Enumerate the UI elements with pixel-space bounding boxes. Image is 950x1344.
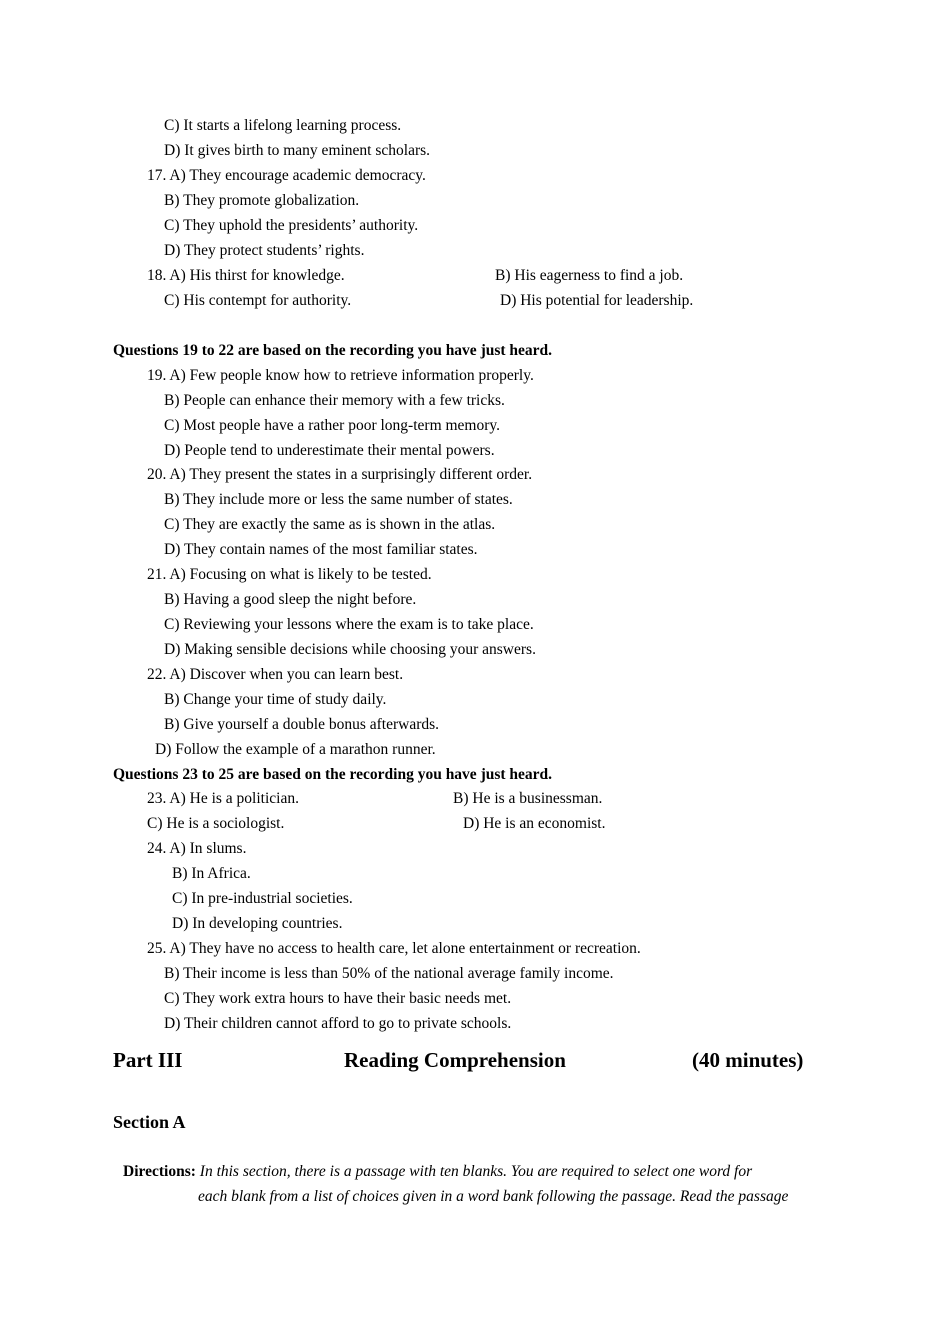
q23-option-b: B) He is a businessman.	[453, 790, 603, 807]
q18-option-b: B) His eagerness to find a job.	[495, 267, 684, 284]
q20-option-d: D) They contain names of the most familiar states.	[164, 541, 478, 558]
q18-option-a: 18. A) His thirst for knowledge.	[147, 267, 345, 284]
q17-option-d: D) They protect students’ rights.	[164, 242, 365, 259]
directions-label: Directions:	[123, 1163, 196, 1180]
q18-option-c: C) His contempt for authority.	[164, 292, 352, 309]
q18-option-d: D) His potential for leadership.	[500, 292, 694, 309]
q24-option-d: D) In developing countries.	[172, 915, 343, 932]
q20-option-c: C) They are exactly the same as is shown in the atlas.	[164, 516, 496, 533]
q25-option-c: C) They work extra hours to have their basic needs met.	[164, 990, 512, 1007]
q16-option-d: D) It gives birth to many eminent scholars.	[164, 142, 431, 159]
directions-line-2: each blank from a list of choices given in a word bank following the passage. Read the passage	[198, 1188, 789, 1205]
questions-23-25-heading: Questions 23 to 25 are based on the recording you have just heard.	[113, 766, 553, 783]
section-heading: Section A	[113, 1112, 186, 1132]
q19-option-c: C) Most people have a rather poor long-term memory.	[164, 417, 501, 434]
q24-option-a: 24. A) In slums.	[147, 840, 247, 857]
q17-option-b: B) They promote globalization.	[164, 192, 360, 209]
q23-option-d: D) He is an economist.	[463, 815, 606, 832]
q23-option-a: 23. A) He is a politician.	[147, 790, 299, 807]
q22-option-a: 22. A) Discover when you can learn best.	[147, 666, 404, 683]
q17-option-a: 17. A) They encourage academic democracy.	[147, 167, 426, 184]
q23-option-c: C) He is a sociologist.	[147, 815, 285, 832]
q17-option-c: C) They uphold the presidents’ authority.	[164, 217, 419, 234]
q21-option-a: 21. A) Focusing on what is likely to be tested.	[147, 566, 432, 583]
q20-option-a: 20. A) They present the states in a surprisingly different order.	[147, 466, 533, 483]
q25-option-b: B) Their income is less than 50% of the national average family income.	[164, 965, 614, 982]
q19-option-d: D) People tend to underestimate their mental powers.	[164, 442, 495, 459]
q24-option-c: C) In pre-industrial societies.	[172, 890, 353, 907]
q22-option-b: B) Change your time of study daily.	[164, 691, 387, 708]
q16-option-c: C) It starts a lifelong learning process.	[164, 117, 402, 134]
q19-option-b: B) People can enhance their memory with a few tricks.	[164, 392, 505, 409]
q21-option-d: D) Making sensible decisions while choosing your answers.	[164, 641, 536, 658]
q25-option-a: 25. A) They have no access to health care, let alone entertainment or recreation.	[147, 940, 641, 957]
q19-option-a: 19. A) Few people know how to retrieve information properly.	[147, 367, 534, 384]
q22-option-c: B) Give yourself a double bonus afterwards.	[164, 716, 440, 733]
q25-option-d: D) Their children cannot afford to go to private schools.	[164, 1015, 512, 1032]
part-label: Part III	[113, 1048, 183, 1072]
directions-line-1	[123, 1163, 752, 1181]
q24-option-b: B) In Africa.	[172, 865, 251, 882]
q20-option-b: B) They include more or less the same number of states.	[164, 491, 513, 508]
q21-option-c: C) Reviewing your lessons where the exam is to take place.	[164, 616, 534, 633]
part-time: (40 minutes)	[692, 1048, 804, 1072]
directions-text-1: In this section, there is a passage with ten blanks. You are required to select one word for	[199, 1163, 753, 1180]
questions-19-22-heading: Questions 19 to 22 are based on the recording you have just heard.	[113, 342, 553, 359]
q21-option-b: B) Having a good sleep the night before.	[164, 591, 417, 608]
q22-option-d: D) Follow the example of a marathon runner.	[155, 741, 436, 758]
part-title: Reading Comprehension	[344, 1048, 566, 1072]
